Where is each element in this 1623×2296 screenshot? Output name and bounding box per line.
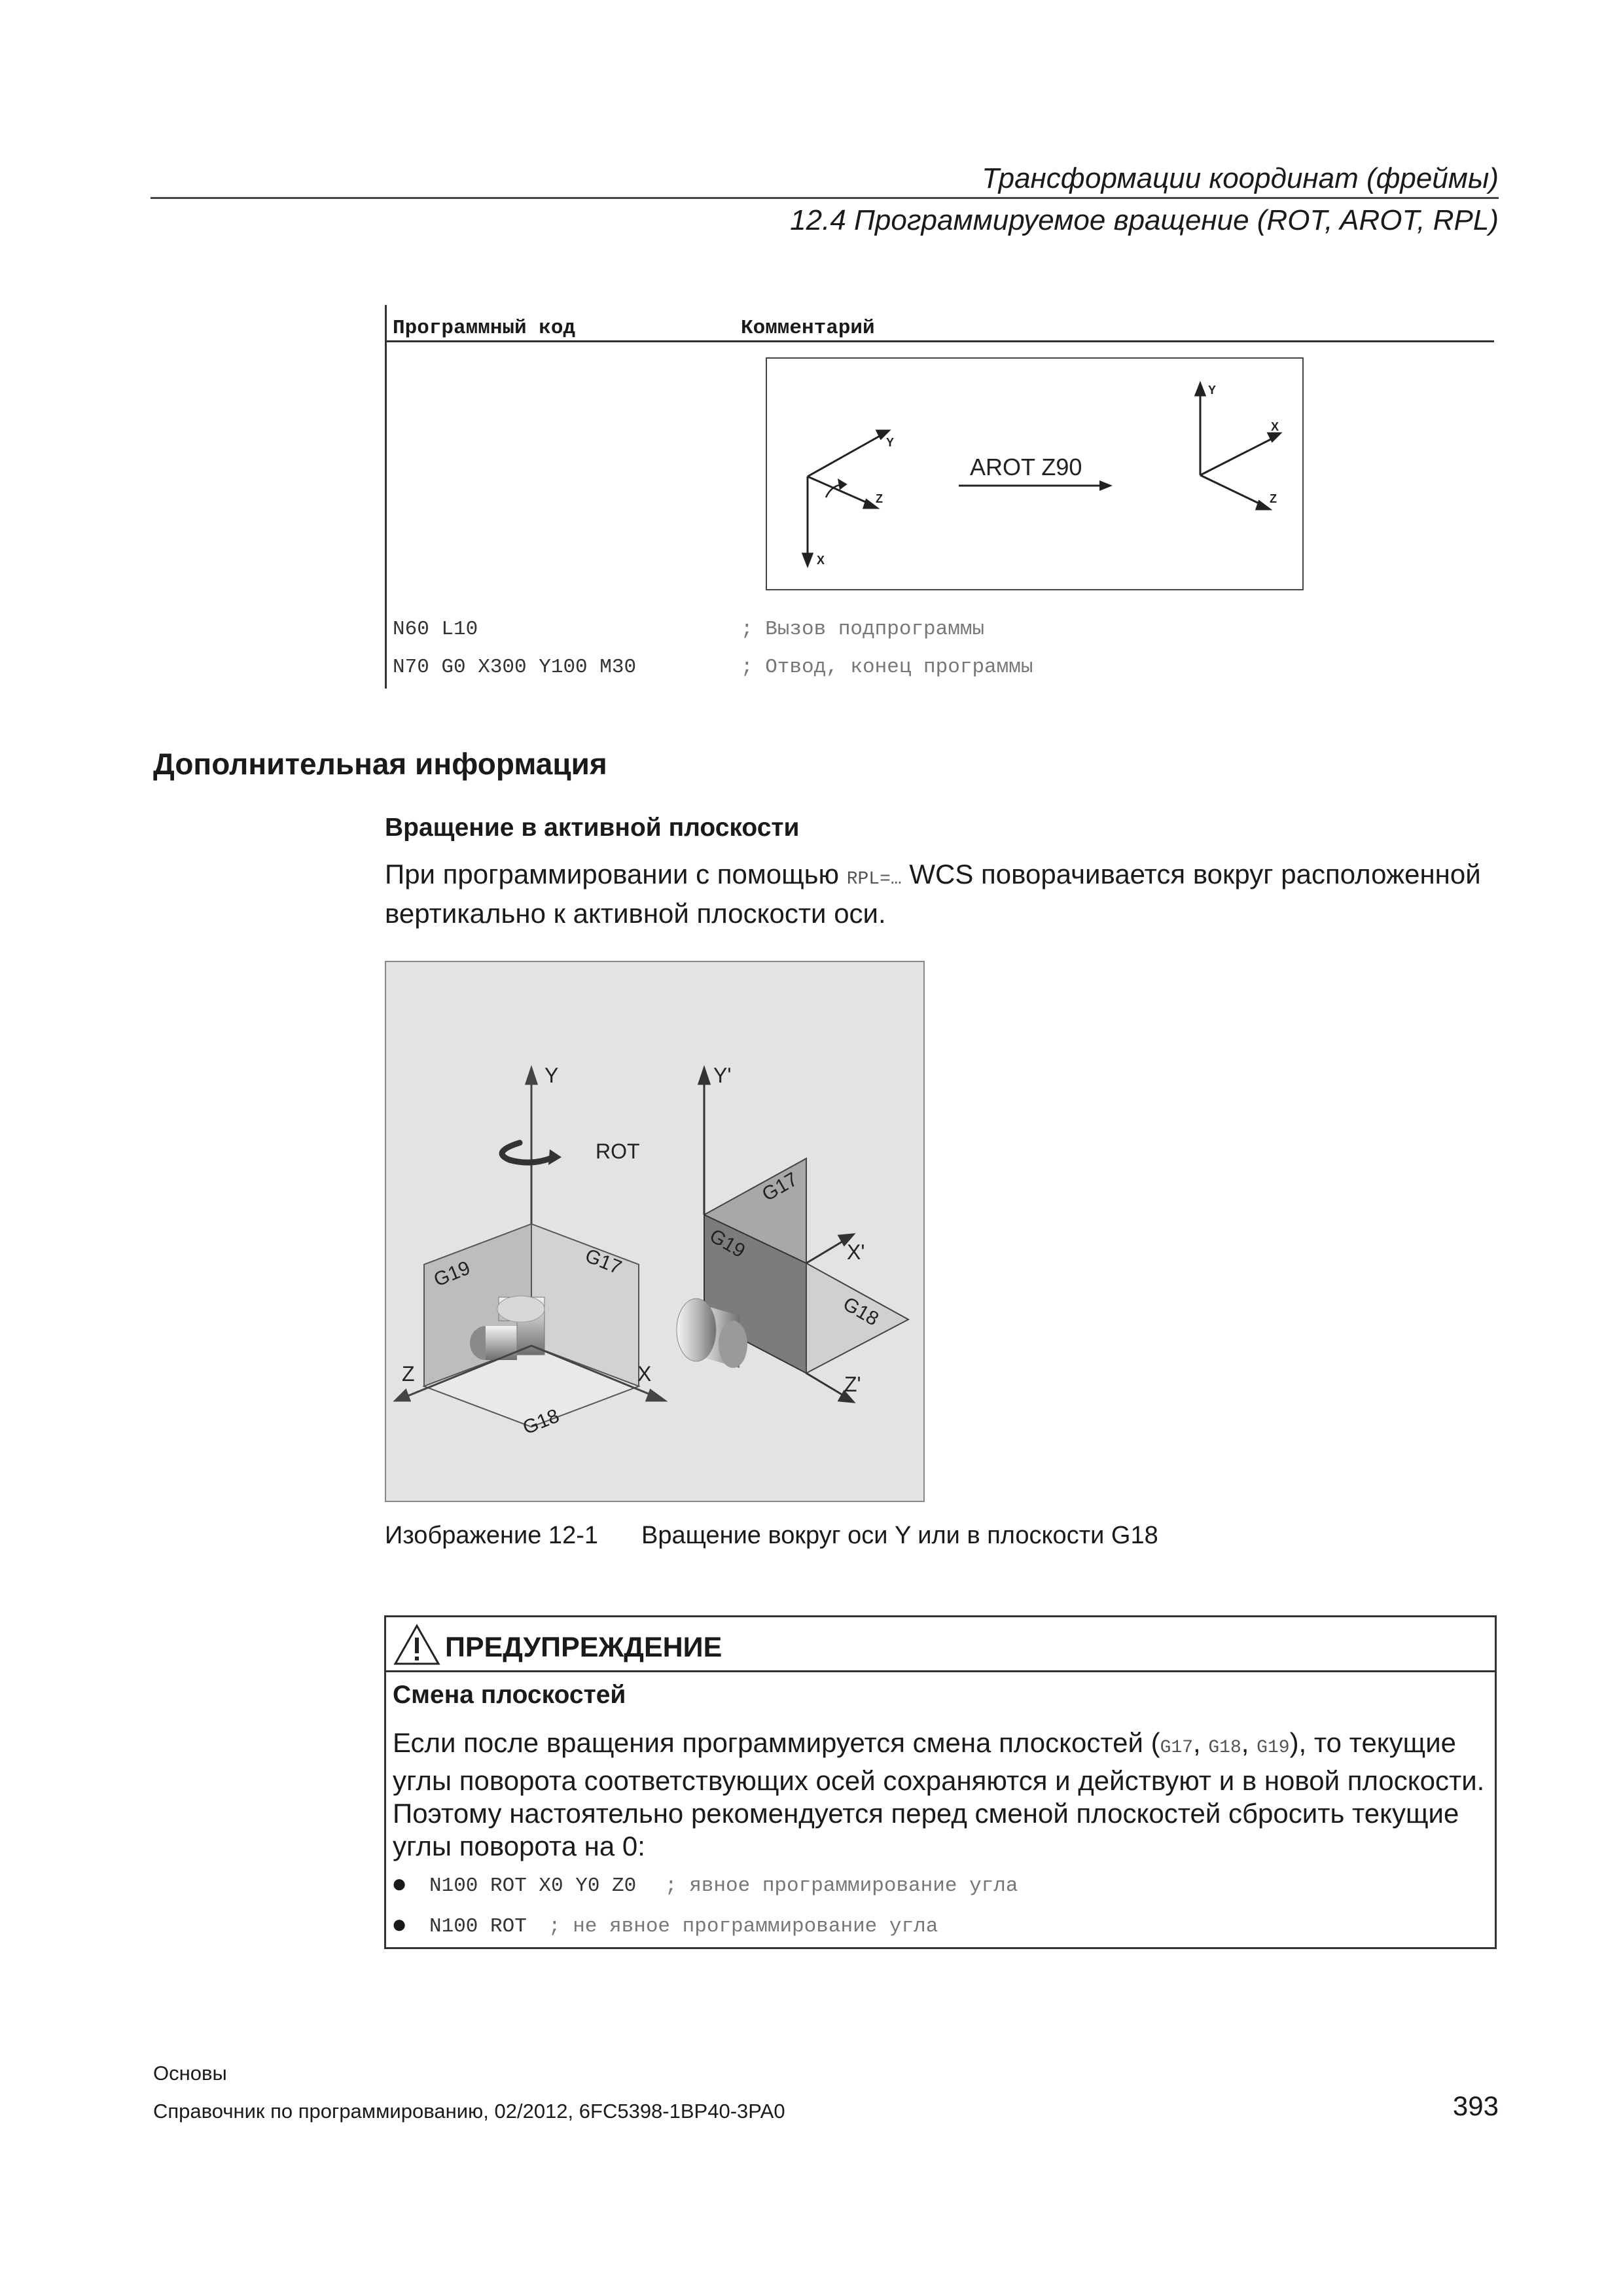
fig-right-g19-label: G19 xyxy=(705,1225,749,1263)
warning-bullet-1 xyxy=(391,1869,1018,1899)
row-2-code: N70 G0 X300 Y100 M30 xyxy=(393,656,637,679)
para-text-before: При программировании с помощью xyxy=(385,859,847,889)
left-x-label: X xyxy=(817,554,825,567)
warning-code-g17: G17 xyxy=(1160,1738,1194,1758)
right-part-body xyxy=(677,1299,716,1361)
left-z-label: Z xyxy=(876,492,883,505)
figure-caption-number: Изображение 12-1 xyxy=(385,1522,598,1549)
table-header-code: Программный код xyxy=(393,317,576,340)
para-code-rpl: RPL=… xyxy=(846,869,902,889)
fig-left-z-label: Z xyxy=(402,1362,415,1386)
figure-rotation-drawing xyxy=(386,962,923,1501)
figure-caption-text: Вращение вокруг оси Y или в плоскости G18 xyxy=(641,1522,1158,1549)
fig-left-g17-label: G17 xyxy=(582,1244,625,1279)
row-2-comment: ; Отвод, конец программы xyxy=(741,656,1033,679)
warning-text-2: ), то текущие углы поворота соответствующих осей сохраняются и действуют и в новой плоскости. Поэтому настоятельно рекомендуется перед сменой плоскостей сбросить текущие углы поворота на 0: xyxy=(393,1727,1485,1861)
fig-right-z-label: Z' xyxy=(844,1372,861,1396)
warning-bullet-2 xyxy=(391,1910,938,1939)
footer-line-2: Справочник по программированию, 02/2012, 6FC5398-1BP40-3PA0 xyxy=(153,2100,785,2123)
right-y-label: Y xyxy=(1208,384,1217,397)
warning-title: ПРЕДУПРЕЖДЕНИЕ xyxy=(445,1632,722,1663)
table-header-rule xyxy=(385,340,1494,342)
arot-diagram xyxy=(766,357,1304,590)
bullet-1-code: N100 ROT X0 Y0 Z0 xyxy=(429,1874,637,1897)
warning-triangle-icon xyxy=(393,1623,441,1666)
warning-code-g19: G19 xyxy=(1257,1738,1290,1758)
fig-left-g19-label: G19 xyxy=(431,1257,474,1291)
fig-right-y-arrowhead xyxy=(699,1068,709,1084)
subsection-title: Вращение в активной плоскости xyxy=(385,814,800,842)
running-header-chapter: Трансформации координат (фреймы) xyxy=(982,162,1499,194)
bullet-2-comment: ; не явное программирование угла xyxy=(548,1915,938,1938)
warning-subtitle: Смена плоскостей xyxy=(393,1681,626,1709)
fig-right-z-axis xyxy=(806,1373,846,1397)
right-part-face xyxy=(719,1321,747,1368)
para-text-after: WCS поворачивается вокруг расположенной вертикально к активной плоскости оси. xyxy=(385,859,1481,929)
warning-code-g18: G18 xyxy=(1208,1738,1241,1758)
arot-label: AROT Z90 xyxy=(970,454,1082,480)
warning-text-1: Если после вращения программируется смена плоскостей ( xyxy=(393,1727,1160,1758)
right-x-label: X xyxy=(1271,420,1279,433)
header-rule xyxy=(151,197,1499,199)
fig-right-y-label: Y' xyxy=(713,1064,732,1087)
warning-paragraph xyxy=(393,1727,1486,1863)
fig-left-y-arrowhead xyxy=(526,1068,537,1084)
page-number: 393 xyxy=(1452,2090,1499,2121)
warning-sep-2: , xyxy=(1241,1727,1257,1758)
rpl-paragraph xyxy=(385,857,1497,931)
fig-left-y-label: Y xyxy=(544,1064,559,1087)
fig-right-x-label: X' xyxy=(847,1240,865,1264)
row-1-code: N60 L10 xyxy=(393,618,478,641)
right-z-label: Z xyxy=(1270,492,1277,505)
left-part-shaft xyxy=(486,1326,517,1360)
footer-line-1: Основы xyxy=(153,2062,227,2085)
running-header-section: 12.4 Программируемое вращение (ROT, AROT, RPL) xyxy=(790,204,1499,236)
warning-sep-1: , xyxy=(1193,1727,1209,1758)
bullet-dot-icon: ● xyxy=(391,1910,408,1939)
section-title: Дополнительная информация xyxy=(153,747,607,781)
fig-right-x-axis xyxy=(806,1240,846,1263)
left-y-label: Y xyxy=(886,436,895,449)
table-left-border xyxy=(385,305,387,689)
figure-rotation xyxy=(385,961,925,1502)
row-1-comment: ; Вызов подпрограммы xyxy=(741,618,985,641)
fig-left-g18-label: G18 xyxy=(520,1405,563,1439)
bullet-dot-icon: ● xyxy=(391,1869,408,1898)
table-header-comment: Комментарий xyxy=(741,317,875,340)
fig-left-x-arrowhead xyxy=(647,1390,665,1401)
fig-left-x-label: X xyxy=(637,1362,652,1386)
fig-right-g18-label: G18 xyxy=(839,1293,883,1331)
warning-header-rule xyxy=(384,1670,1497,1672)
left-part-top xyxy=(497,1296,544,1322)
bullet-1-comment: ; явное программирование угла xyxy=(665,1874,1018,1897)
fig-rot-label: ROT xyxy=(596,1139,640,1163)
fig-left-z-arrowhead xyxy=(395,1390,410,1401)
fig-right-g17-label: G17 xyxy=(758,1168,802,1206)
bullet-2-code: N100 ROT xyxy=(429,1915,527,1938)
